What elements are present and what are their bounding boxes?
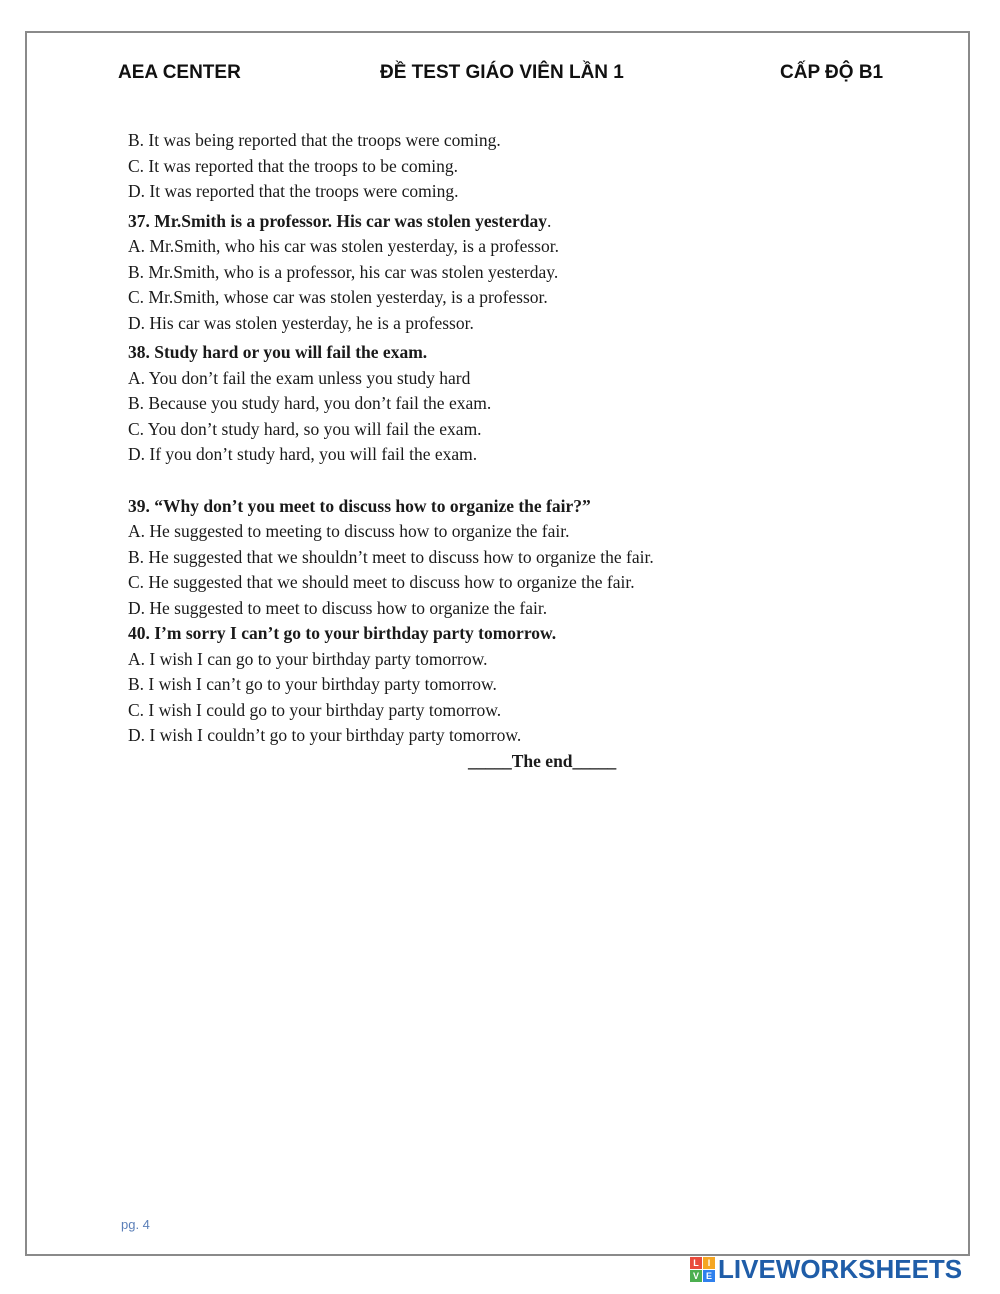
- liveworksheets-logo-icon: [690, 1257, 715, 1282]
- answer-option: D. He suggested to meet to discuss how to organize the fair.: [128, 597, 548, 618]
- question-prompt: 37. Mr.Smith is a professor. His car was stolen yesterday: [128, 210, 548, 231]
- question-39: 39. “Why don’t you meet to discuss how to organize the fair?”: [128, 495, 591, 516]
- header-level: CẤP ĐỘ B1: [780, 62, 884, 83]
- question-38: 38. Study hard or you will fail the exam.: [128, 342, 428, 362]
- answer-option: A. He suggested to meeting to discuss how to organize the fair.: [128, 521, 570, 541]
- answer-option: C. Mr.Smith, whose car was stolen yesterday, is a professor.: [128, 287, 548, 307]
- watermark-text: LIVEWORKSHEETS: [718, 1253, 963, 1284]
- header-center-name: AEA CENTER: [118, 62, 241, 83]
- spacer: [128, 468, 768, 490]
- answer-option: D. I wish I couldn’t go to your birthday party tomorrow.: [128, 725, 522, 745]
- liveworksheets-watermark[interactable]: [690, 1254, 962, 1284]
- logo-tile: E: [703, 1270, 715, 1282]
- answer-option: B. He suggested that we shouldn’t meet to discuss how to organize the fair.: [128, 546, 654, 567]
- the-end-marker: _____The end_____: [468, 750, 617, 771]
- answer-option: B. Mr.Smith, who is a professor, his car was stolen yesterday.: [128, 261, 559, 282]
- answer-option: A. Mr.Smith, who his car was stolen yesterday, is a professor.: [128, 236, 559, 256]
- answer-option: A. I wish I can go to your birthday party tomorrow.: [128, 648, 488, 669]
- page-number: pg. 4: [121, 1217, 150, 1232]
- logo-tile: L: [690, 1257, 702, 1269]
- page-header: [0, 62, 1000, 88]
- answer-option: B. Because you study hard, you don’t fail the exam.: [128, 393, 492, 413]
- logo-tile: V: [690, 1270, 702, 1282]
- answer-option: B. I wish I can’t go to your birthday party tomorrow.: [128, 674, 497, 694]
- answer-option: A. You don’t fail the exam unless you study hard: [128, 367, 471, 388]
- answer-option: C. He suggested that we should meet to discuss how to organize the fair.: [128, 572, 635, 592]
- logo-tile: I: [703, 1257, 715, 1269]
- question-37: [128, 209, 768, 235]
- header-test-title: ĐỀ TEST GIÁO VIÊN LẦN 1: [380, 62, 624, 83]
- worksheet-content: [128, 128, 768, 774]
- answer-option: C. I wish I could go to your birthday party tomorrow.: [128, 699, 502, 720]
- answer-option: C. You don’t study hard, so you will fail the exam.: [128, 418, 482, 439]
- question-40: 40. I’m sorry I can’t go to your birthday party tomorrow.: [128, 623, 557, 643]
- answer-option: D. If you don’t study hard, you will fail the exam.: [128, 444, 478, 464]
- question-prompt-tail: .: [547, 210, 552, 231]
- answer-option: D. His car was stolen yesterday, he is a professor.: [128, 312, 474, 333]
- carryover-option: B. It was being reported that the troops were coming.: [128, 130, 501, 150]
- carryover-option: D. It was reported that the troops were coming.: [128, 181, 459, 201]
- carryover-option: C. It was reported that the troops to be coming.: [128, 155, 458, 176]
